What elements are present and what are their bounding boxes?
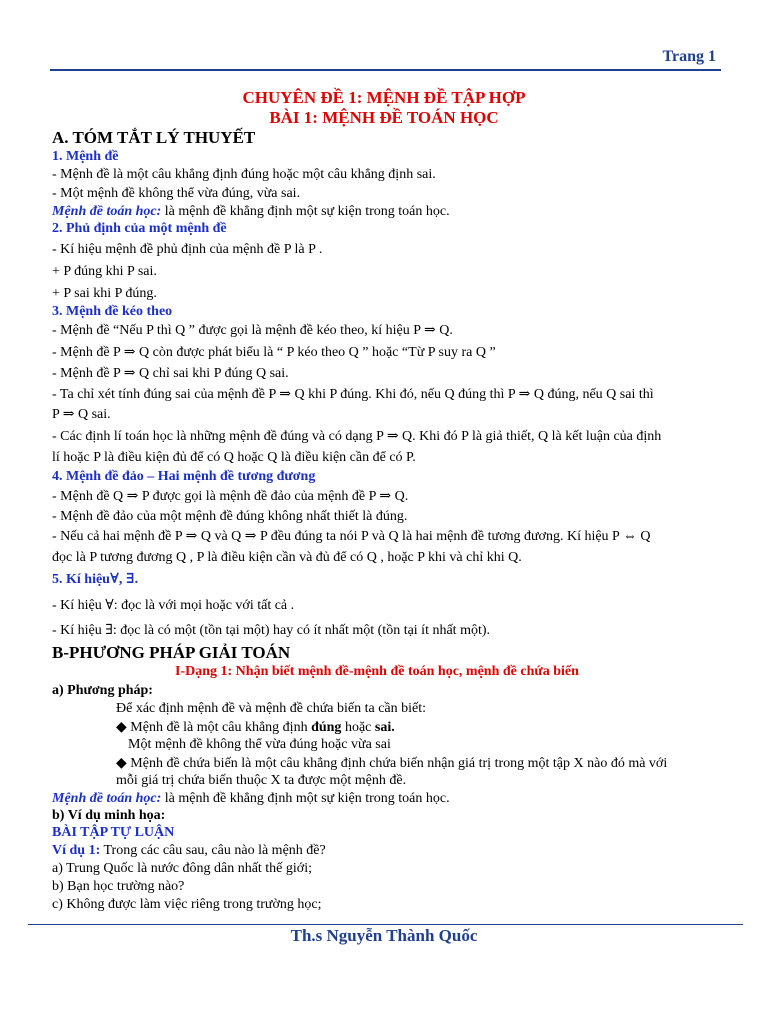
footer-rule xyxy=(28,924,743,925)
definition-line xyxy=(52,204,450,220)
text-line: lí hoặc P là điều kiện đủ để có Q hoặc Q là điều kiện cần để có P. xyxy=(52,450,416,465)
text-line: - Kí hiệu ∃: đọc là có một (tồn tại một) hay có ít nhất một (tồn tại ít nhất một). xyxy=(52,623,491,638)
text-line: - Mệnh đề đảo của một mệnh đề đúng không nhất thiết là đúng. xyxy=(52,509,408,524)
section-3-heading: 3. Mệnh đề kéo theo xyxy=(52,304,173,319)
example-line xyxy=(52,843,326,859)
definition-line xyxy=(52,791,450,807)
definition-label: Mệnh đề toán học: xyxy=(52,791,162,806)
bullet-text: Mệnh đề chứa biến là một câu khẳng định chứa biến nhận giá trị trong một tập X nào đó mà với xyxy=(130,756,668,771)
example-question: Trong các câu sau, câu nào là mệnh đề? xyxy=(100,843,326,858)
header-rule xyxy=(50,69,721,71)
section-5-heading: 5. Kí hiệu∀, ∃. xyxy=(52,572,139,587)
lesson-title: BÀI 1: MỆNH ĐỀ TOÁN HỌC xyxy=(269,108,499,127)
bullet-line xyxy=(116,719,395,736)
bullet-icon: ◆ xyxy=(116,720,127,735)
text-line: - Mệnh đề P ⇒ Q chỉ sai khi P đúng Q sai. xyxy=(52,366,289,381)
text-line: - Các định lí toán học là những mệnh đề đúng và có dạng P ⇒ Q. Khi đó P là giả thiết, Q là kết luận của định xyxy=(52,429,662,444)
definition-text: là mệnh đề khẳng định một sự kiện trong toán học. xyxy=(161,204,450,219)
text-line: - Mệnh đề “Nếu P thì Q ” được gọi là mệnh đề kéo theo, kí hiệu P ⇒ Q. xyxy=(52,323,453,338)
chapter-title: CHUYÊN ĐỀ 1: MỆNH ĐỀ TẬP HỢP xyxy=(242,88,526,107)
text-line: - Mệnh đề P ⇒ Q còn được phát biểu là “ P kéo theo Q ” hoặc “Từ P suy ra Q ” xyxy=(52,345,496,360)
section-1-heading: 1. Mệnh đề xyxy=(52,149,119,164)
text-line: Một mệnh đề không thể vừa đúng hoặc vừa sai xyxy=(128,737,391,752)
method-label: a) Phương pháp: xyxy=(52,683,153,698)
text-line: - Kí hiệu mệnh đề phủ định của mệnh đề P là P . xyxy=(52,242,323,257)
page-number: Trang 1 xyxy=(662,48,716,65)
section-2-heading: 2. Phủ định của một mệnh đề xyxy=(52,221,227,236)
exercise-heading: BÀI TẬP TỰ LUẬN xyxy=(52,825,175,840)
text-line: b) Bạn học trường nào? xyxy=(52,879,185,894)
bullet-text: Mệnh đề là một câu khẳng định xyxy=(130,720,312,735)
text-line: - Mệnh đề Q ⇒ P được gọi là mệnh đề đảo của mệnh đề P ⇒ Q. xyxy=(52,489,409,504)
bullet-icon: ◆ xyxy=(116,756,127,771)
bullet-line xyxy=(116,755,667,772)
section-a-heading: A. TÓM TẮT LÝ THUYẾT xyxy=(52,128,256,147)
text-line: mỗi giá trị chứa biến thuộc X ta được một mệnh đề. xyxy=(116,773,407,788)
text-line: - Mệnh đề là một câu khẳng định đúng hoặc một câu khẳng định sai. xyxy=(52,167,436,182)
bullet-text-mid: hoặc xyxy=(341,720,375,735)
bullet-bold-false: sai. xyxy=(374,720,395,735)
text-line: - Ta chỉ xét tính đúng sai của mệnh đề P ⇒ Q khi P đúng. Khi đó, nếu Q đúng thì P ⇒ Q đúng, nếu Q sai thì xyxy=(52,387,654,402)
footer-author: Th.s Nguyễn Thành Quốc xyxy=(290,926,478,945)
text-line: Để xác định mệnh đề và mệnh đề chứa biến ta cần biết: xyxy=(116,701,427,716)
text-line: a) Trung Quốc là nước đông dân nhất thế giới; xyxy=(52,861,312,876)
text-line: - Kí hiệu ∀: đọc là với mọi hoặc với tất cả . xyxy=(52,598,295,613)
definition-label: Mệnh đề toán học: xyxy=(52,204,162,219)
text-line: - Một mệnh đề không thể vừa đúng, vừa sai. xyxy=(52,186,301,201)
example-number: Ví dụ 1: xyxy=(52,843,101,858)
text-line: + P sai khi P đúng. xyxy=(52,286,157,301)
bullet-bold-true: đúng xyxy=(311,720,342,735)
text-line: c) Không được làm việc riêng trong trường học; xyxy=(52,897,322,912)
text-line: - Nếu cả hai mệnh đề P ⇒ Q và Q ⇒ P đều đúng ta nói P và Q là hai mệnh đề tương đương. Kí hiệu P ⇔ Q xyxy=(52,529,651,544)
text-line: P ⇒ Q sai. xyxy=(52,407,111,422)
section-4-heading: 4. Mệnh đề đảo – Hai mệnh đề tương đương xyxy=(52,469,316,484)
type-1-heading: I-Dạng 1: Nhận biết mệnh đề-mệnh đề toán học, mệnh đề chứa biến xyxy=(175,664,579,679)
text-line: đọc là P tương đương Q , P là điều kiện cần và đủ để có Q , hoặc P khi và chỉ khi Q. xyxy=(52,550,522,565)
section-b-heading: B-PHƯƠNG PHÁP GIẢI TOÁN xyxy=(52,643,291,662)
example-label: b) Ví dụ minh họa: xyxy=(52,808,166,823)
text-line: + P đúng khi P sai. xyxy=(52,264,157,279)
definition-text: là mệnh đề khẳng định một sự kiện trong toán học. xyxy=(161,791,450,806)
